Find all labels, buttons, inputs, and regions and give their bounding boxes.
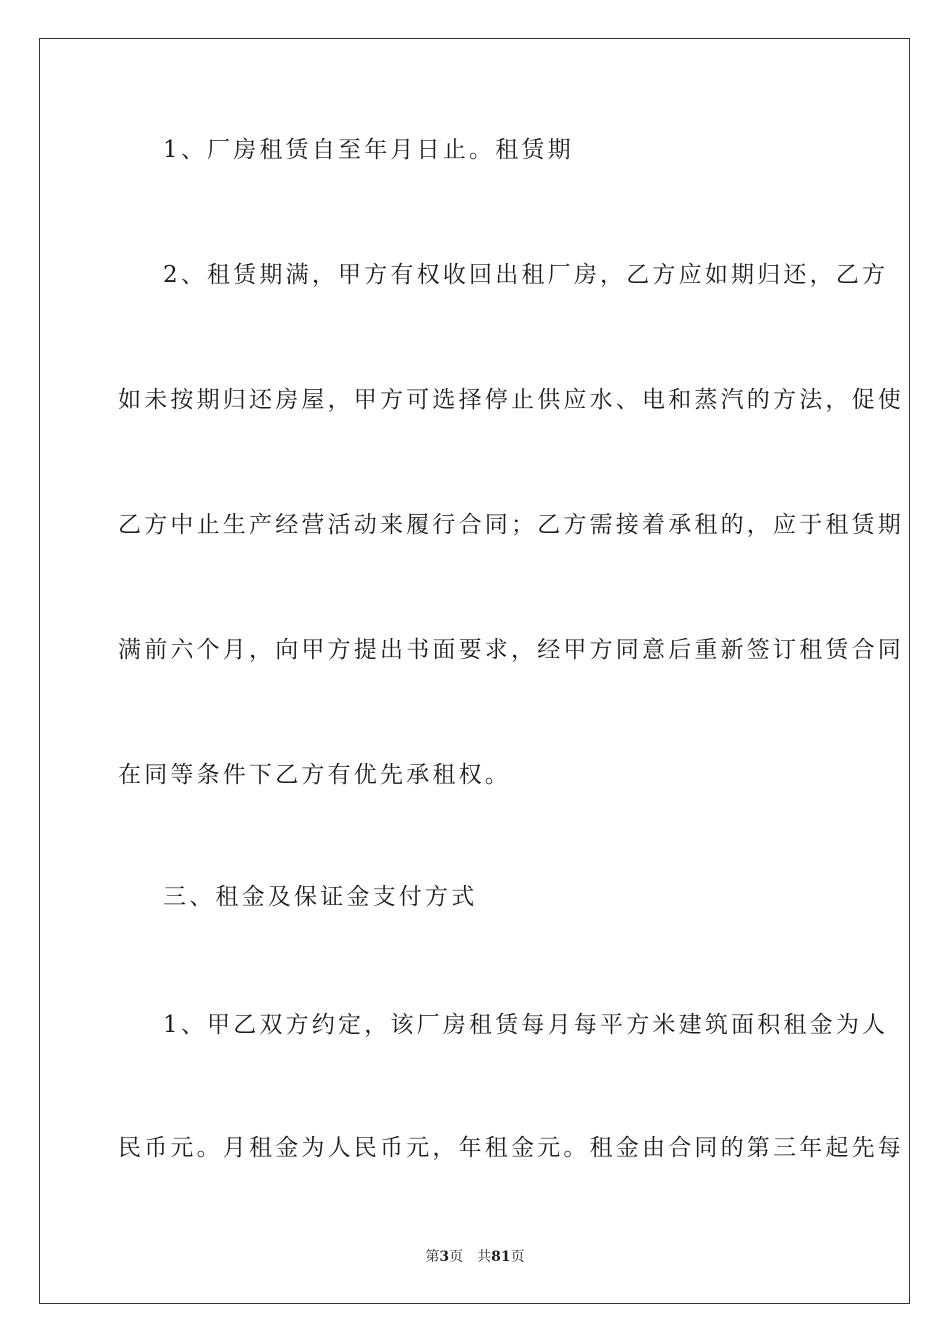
- footer-page-number: 3: [439, 1249, 450, 1265]
- footer-total-pages: 81: [491, 1249, 511, 1265]
- paragraph-line-5: 满前六个月，向甲方提出书面要求，经甲方同意后重新签订租赁合同: [118, 637, 904, 663]
- section-heading: 三、租金及保证金支付方式: [163, 884, 478, 910]
- footer-total-suffix: 页: [510, 1249, 525, 1265]
- page-footer: [0, 1248, 950, 1266]
- footer-total-prefix: 共: [477, 1249, 492, 1265]
- page-border: [39, 38, 910, 1304]
- paragraph-line-9: 民币元。月租金为人民币元，年租金元。租金由合同的第三年起先每: [118, 1135, 904, 1161]
- paragraph-line-6: 在同等条件下乙方有优先承租权。: [118, 762, 511, 788]
- paragraph-line-3: 如未按期归还房屋，甲方可选择停止供应水、电和蒸汽的方法，促使: [118, 387, 904, 413]
- paragraph-line-8: 1、甲乙双方约定，该厂房租赁每月每平方米建筑面积租金为人: [163, 1012, 889, 1038]
- footer-page-prefix: 第: [425, 1249, 440, 1265]
- paragraph-line-2: 2、租赁期满，甲方有权收回出租厂房，乙方应如期归还，乙方: [163, 262, 889, 288]
- paragraph-line-4: 乙方中止生产经营活动来履行合同；乙方需接着承租的，应于租赁期: [118, 512, 904, 538]
- footer-page-suffix: 页: [449, 1249, 464, 1265]
- paragraph-line-1: 1、厂房租赁自至年月日止。租赁期: [163, 137, 574, 163]
